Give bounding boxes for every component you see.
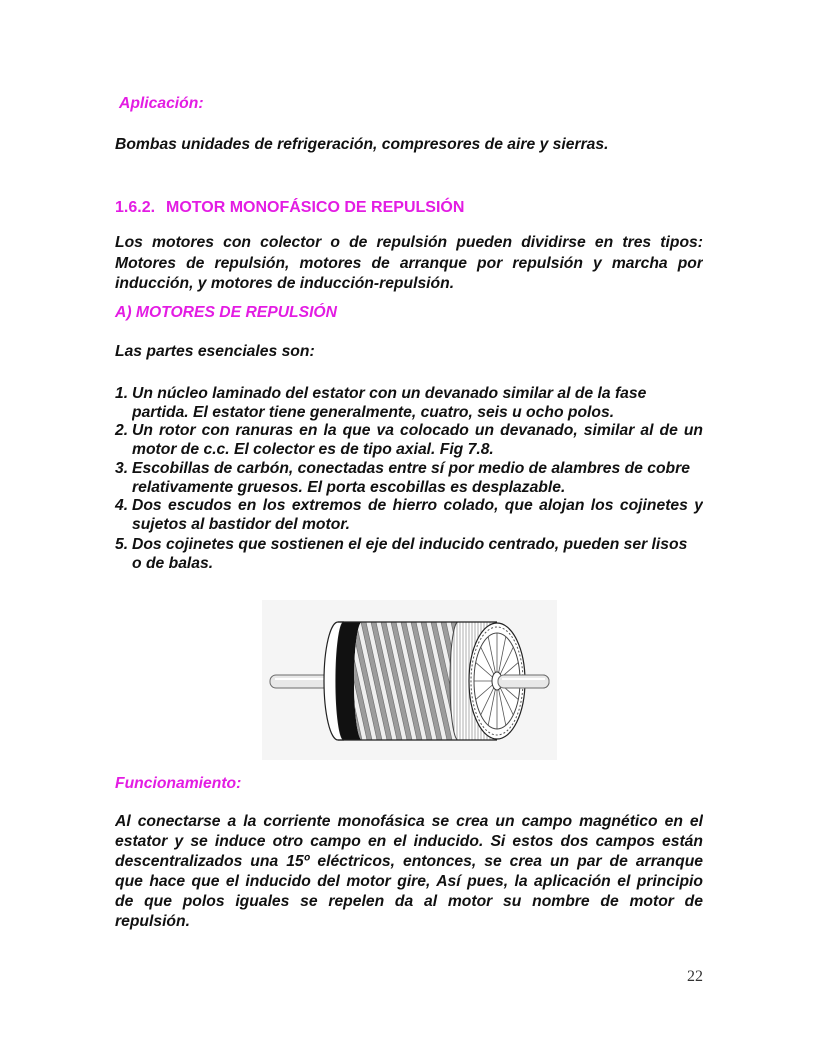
list-item bbox=[115, 459, 703, 497]
list-item bbox=[115, 384, 703, 422]
funcionamiento-label: Funcionamiento: bbox=[115, 775, 242, 792]
list-item-line: Dos cojinetes que sostienen el eje del inducido centrado, pueden ser lisos bbox=[132, 536, 688, 553]
paragraph-line: Los motores con colector o de repulsión pueden dividirse en tres tipos: bbox=[115, 234, 703, 251]
list-item-line: Dos escudos en los extremos de hierro colado, que alojan los cojinetes y bbox=[132, 497, 703, 514]
paragraph-line: Motores de repulsión, motores de arranque por repulsión y marcha por bbox=[115, 254, 703, 272]
paragraph-line: inducción, y motores de inducción-repulsión. bbox=[115, 275, 455, 292]
list-item-line: o de balas. bbox=[132, 555, 214, 572]
list-item-line: Escobillas de carbón, conectadas entre sí por medio de alambres de cobre bbox=[132, 460, 690, 477]
repulsion-motor-rotor-icon bbox=[262, 600, 557, 760]
parts-lead: Las partes esenciales son: bbox=[115, 343, 315, 360]
list-item bbox=[115, 496, 703, 534]
list-item-text bbox=[132, 535, 703, 573]
list-item-text bbox=[132, 459, 703, 497]
list-item-text bbox=[132, 496, 703, 534]
list-item-line: Un núcleo laminado del estator con un devanado similar al de la fase bbox=[132, 385, 647, 402]
list-item-number: 2. bbox=[115, 422, 129, 439]
list-item-line: relativamente gruesos. El porta escobillas es desplazable. bbox=[132, 479, 566, 496]
list-item-line: sujetos al bastidor del motor. bbox=[132, 516, 350, 533]
funcionamiento-paragraph bbox=[115, 812, 703, 932]
list-item-text bbox=[132, 384, 703, 422]
list-item-line: motor de c.c. El colector es de tipo axial. Fig 7.8. bbox=[132, 441, 494, 458]
section-number: 1.6.2. bbox=[115, 199, 156, 216]
list-item-line: Un rotor con ranuras en la que va colocado un devanado, similar al de un bbox=[132, 422, 703, 439]
paragraph-line: que hace que el inducido del motor gire, Así pues, la aplicación el principio bbox=[115, 873, 703, 890]
paragraph-line: de que polos iguales se repelen da al motor su nombre de motor de bbox=[115, 893, 703, 910]
rotor-shaft-end bbox=[498, 675, 549, 688]
list-item bbox=[115, 535, 703, 573]
page-number: 22 bbox=[687, 968, 703, 985]
paragraph-line: descentralizados una 15º eléctricos, entonces, se crea un par de arranque bbox=[115, 853, 703, 870]
list-item bbox=[115, 421, 703, 459]
aplicacion-label: Aplicación: bbox=[119, 95, 204, 112]
paragraph-line: estator y se induce otro campo en el inducido. Si estos dos campos están bbox=[115, 833, 703, 850]
intro-paragraph bbox=[115, 233, 703, 295]
list-item-line: partida. El estator tiene generalmente, cuatro, seis u ocho polos. bbox=[132, 404, 615, 421]
aplicacion-text: Bombas unidades de refrigeración, compresores de aire y sierras. bbox=[115, 136, 609, 153]
list-item-number: 1. bbox=[115, 385, 129, 402]
list-item-text bbox=[132, 421, 703, 459]
section-title: MOTOR MONOFÁSICO DE REPULSIÓN bbox=[166, 199, 465, 216]
list-item-number: 3. bbox=[115, 460, 129, 477]
list-item-number: 5. bbox=[115, 536, 129, 553]
paragraph-line: Al conectarse a la corriente monofásica se crea un campo magnético en el bbox=[115, 813, 703, 830]
paragraph-line: repulsión. bbox=[115, 913, 190, 930]
list-item-number: 4. bbox=[115, 497, 129, 514]
subsection-title: A) MOTORES DE REPULSIÓN bbox=[115, 304, 337, 321]
